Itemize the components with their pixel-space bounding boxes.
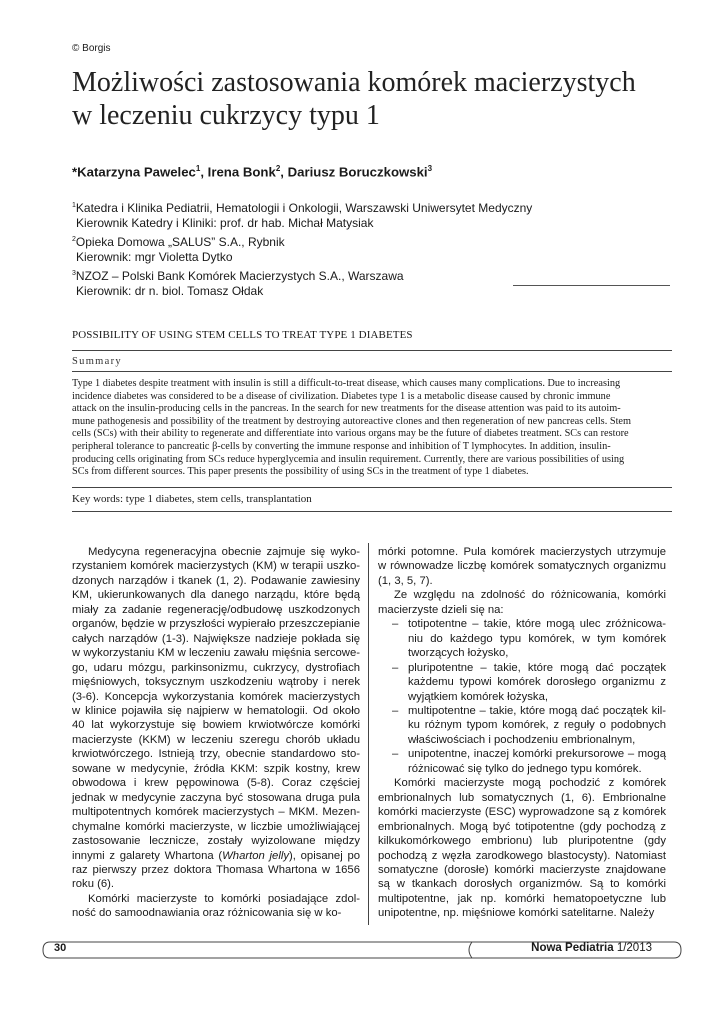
title-line: w leczeniu cukrzycy typu 1 [72,100,380,131]
text-line: są w tkankach dorosłych organizmów. Są to komórki [378,878,666,891]
keywords: Key words: type 1 diabetes, stem cells, transplantation [72,493,312,505]
text-line: komórki macierzyste (ESC) wyprowadzone są z komórek [378,806,666,819]
dash-bullet-icon: – [392,618,399,631]
body-column-right [378,545,666,921]
text-line: pluripotentne – takie, które mogą dać początek [408,661,666,674]
abstract [72,378,672,479]
author-separator: , [280,164,288,180]
affiliations [72,198,532,299]
text-line: jednak w medycynie zaczyna być stosowana druga pula [72,791,360,804]
abstract-line: attack on the insulin-producing cells in the pancreas. In the search for new treatments for the disease attention was paid to its autoim- [72,403,621,415]
abstract-line: incidence diabetes was considered to be a disease of civilization. Diabetes type 1 is a metabolic disease caused by chronic immune [72,390,611,402]
footer-left-tab [43,942,472,958]
abstract-line: mune pathogenesis and possibility of the treatment by destroying autoreactive clones and then regeneration of new pancreas cells. Stem [72,415,632,427]
text-line: KM, ukierunkowanych dla danego narządu, które będą [72,589,360,602]
text-line: krwiotwórczego. Istnieją trzy, obecnie standardowo sto- [72,748,360,761]
text-line: macierzyste (KKM) w leczeniu szeregu chorób układu [72,733,360,746]
list-item [378,617,666,660]
affiliation [72,198,532,216]
abstract-line: Type 1 diabetes despite treatment with insulin is still a difficult-to-treat disease, which causes many complications. Due to increasing [72,378,621,389]
text-line: embrionalnych. Mogą być totipotentne (gdy pochodzą [378,820,656,833]
author-name: *Katarzyna Pawelec [72,164,196,180]
text-fragment: ), opisanej po [289,849,361,862]
text-line: miały za zadanie regenerację/odbudowę uszkodzonych [72,603,360,616]
text-line: każdemu typowi komórek dorosłego organizmu z [408,676,666,689]
text-line: Ze względu na zdolność do różnicowania, komórki [394,589,666,602]
text-line: macierzyste dzieli się na: [378,603,504,616]
english-title: POSSIBILITY OF USING STEM CELLS TO TREAT TYPE 1 DIABETES [72,329,413,341]
text-line: multipotentnych komórek macierzystych – MKM. Mezen- [72,806,360,819]
text-line: multipotentne, jak np. komórki hematopoetyczne lub [378,892,666,905]
affiliation-text: Katedra i Klinika Pediatrii, Hematologii i Onkologii, Warszawski Uniwersytet Medyczny [75,201,533,215]
emphasis: Wharton jelly [222,849,290,862]
text-line: mórki potomne. Pula komórek macierzystych utrzymuje [378,546,666,558]
list-item [378,661,666,704]
abstract-line: cells (SCs) with their ability to regenerate and differentiate into various organs may be the future of diabetes treatment. SCs can restore [72,428,629,440]
page-number: 30 [54,942,67,954]
summary-heading-rule [72,371,672,372]
text-line: w klinice pojawiła się najpierw w hematologii. Od około [72,704,360,717]
affiliation-mark: 3 [72,269,76,277]
text-line: unipotentne, inaczej komórki prekursorowe – mogą [408,748,666,761]
abstract-bottom-rule [72,487,672,488]
text-line: dzonych narządów i tkanek (1, 2). Podawanie zawiesiny [72,574,360,587]
text-line: (3-6). Koncepcja wykorzystania komórek macierzystych [72,690,360,703]
text-line: w równowadze liczbę komórek somatycznych organizmu [378,560,666,573]
author-affiliation-mark: 3 [427,164,433,173]
text-line [72,850,360,862]
text-line: (1, 3, 5, 7). [378,574,433,587]
affiliation-mark: 1 [72,202,76,209]
text-line: go, udaru mózgu, parkinsonizmu, cukrzycy, dystrofiach [72,661,360,674]
keywords-bottom-rule [72,511,672,512]
text-line: roku (6). [72,878,115,891]
text-line: Medycyna regeneracyjna obecnie zajmuje się wyko- [88,546,360,558]
abstract-line: producing cells originating from SCs reduce hyperglycemia and insulin requirement. Currently, there are various possibilities of using [72,453,625,465]
author-name: Irena Bonk [207,164,276,180]
copyright-notice: © Borgis [72,43,111,54]
text-line: całych narządów (1-3). Największe nadzieje pokłada się [72,632,360,645]
column-divider [368,543,369,925]
paragraph [378,545,666,588]
author-affiliation-mark: 1 [195,164,201,173]
text-line: mięśniowych, toksycznym uszkodzeniu wątroby i nerek [72,676,360,689]
dash-bullet-icon: – [392,704,399,717]
title-line: Możliwości zastosowania komórek macierzystych [72,67,636,98]
text-line: organów, będzie w przyszłości wypierało przeszczepianie [72,618,360,631]
paragraph [378,588,666,617]
affiliation [72,266,532,284]
text-line: ność do samoodnawiania oraz różnicowania się w ko- [72,907,342,920]
summary-top-rule [72,350,672,351]
text-line: z kilkukomórkowego embrionu) lub pluripotentne (gdy [378,820,666,848]
author-list [72,164,432,179]
text-line: chymalne komórki macierzyste, w liczbie umożliwiającej [72,820,360,833]
dash-bullet-icon: – [392,661,399,674]
text-line: w wykorzystaniu KM w leczeniu zawału mięśnia sercowe- [72,647,360,660]
journal-reference [531,942,652,954]
text-line: embrionalnych lub somatycznych (1, 6). Embrionalne [378,791,666,804]
text-line: obwodowa i krew pępowinowa (5-8). Coraz częściej [72,777,360,790]
classification-list [378,617,666,776]
affiliation-head: Kierownik: dr n. biol. Tomasz Ołdak [76,284,264,299]
paragraph [378,776,666,921]
affiliation-mark: 2 [72,235,76,243]
text-line: wyjątkiem komórek łożyska, [408,690,548,703]
list-item [378,704,666,747]
affiliation-text: NZOZ – Polski Bank Komórek Macierzystych S.A., Warszawa [75,268,404,283]
text-line: Komórki macierzyste mogą pochodzić z komórek [394,777,666,790]
text-line: niu do każdego typu komórek, w tym komórek [408,632,666,645]
journal-issue: 1/2013 [616,942,652,954]
text-fragment: innymi z galarety Whartona ( [72,849,223,862]
affiliation-head: Kierownik Katedry i Kliniki: prof. dr hab. Michał Matysiak [76,216,374,231]
summary-heading: Summary [72,356,122,367]
affiliation-divider [513,285,670,286]
text-line: zastosowanie lecznicze, zostały wyizolowane między [72,835,360,848]
journal-name: Nowa Pediatria [531,942,614,954]
text-line: pochodzą z węzła zarodkowego blastocysty). Natomiast [378,849,666,862]
author-separator: , [200,164,208,180]
text-line: różnicować się tylko do jednego typu komórek. [408,762,642,775]
text-line: właściwościach i pochodzeniu embrionalnym, [408,733,636,746]
text-line: 40 lat wykorzystuje się bowiem krwiotwórcze komórki [72,719,360,732]
body-column-left [72,545,360,921]
paragraph [72,545,360,892]
list-item [378,747,666,776]
article-title [72,66,692,132]
author-name: Dariusz Boruczkowski [287,164,428,180]
paragraph [72,892,360,921]
text-line: raz pierwszy przez doktora Thomasa Whartona w 1656 [72,863,360,876]
affiliation-text: Opieka Domowa „SALUS” S.A., Rybnik [75,234,285,249]
abstract-line: peripheral tolerance to pancreatic β-cells by converting the immune response and inhibition of T lymphocytes. In addition, insulin- [72,440,611,452]
author-affiliation-mark: 2 [275,164,281,173]
text-line: ku różnym typom komórek, z reguły o podobnych [408,719,666,732]
text-line: Komórki macierzyste to komórki posiadające zdol- [88,892,360,905]
text-line: totipotentne – takie, które mogą ulec zróżnicowa- [408,618,666,631]
text-line: sowane w medycynie, źródła KKM: szpik kostny, krew [72,762,360,775]
text-line: tworzących łożysko, [408,647,509,660]
dash-bullet-icon: – [392,748,399,761]
text-line: rzystaniem komórek macierzystych (KM) w terapii uszko- [72,560,360,573]
affiliation-head: Kierownik: mgr Violetta Dytko [76,250,233,265]
text-line: unipotentne, np. mięśniowe komórki satelitarne. Należy [378,907,655,920]
affiliation [72,232,532,250]
text-line: multipotentne – takie, które mogą dać początek kil- [408,704,666,717]
abstract-line: SCs from different sources. This paper presents the possibility of using SCs in the treatment of type 1 diabetes. [72,466,529,478]
text-line: somatyczne (dorosłe) komórki macierzyste znajdowane [378,863,666,876]
